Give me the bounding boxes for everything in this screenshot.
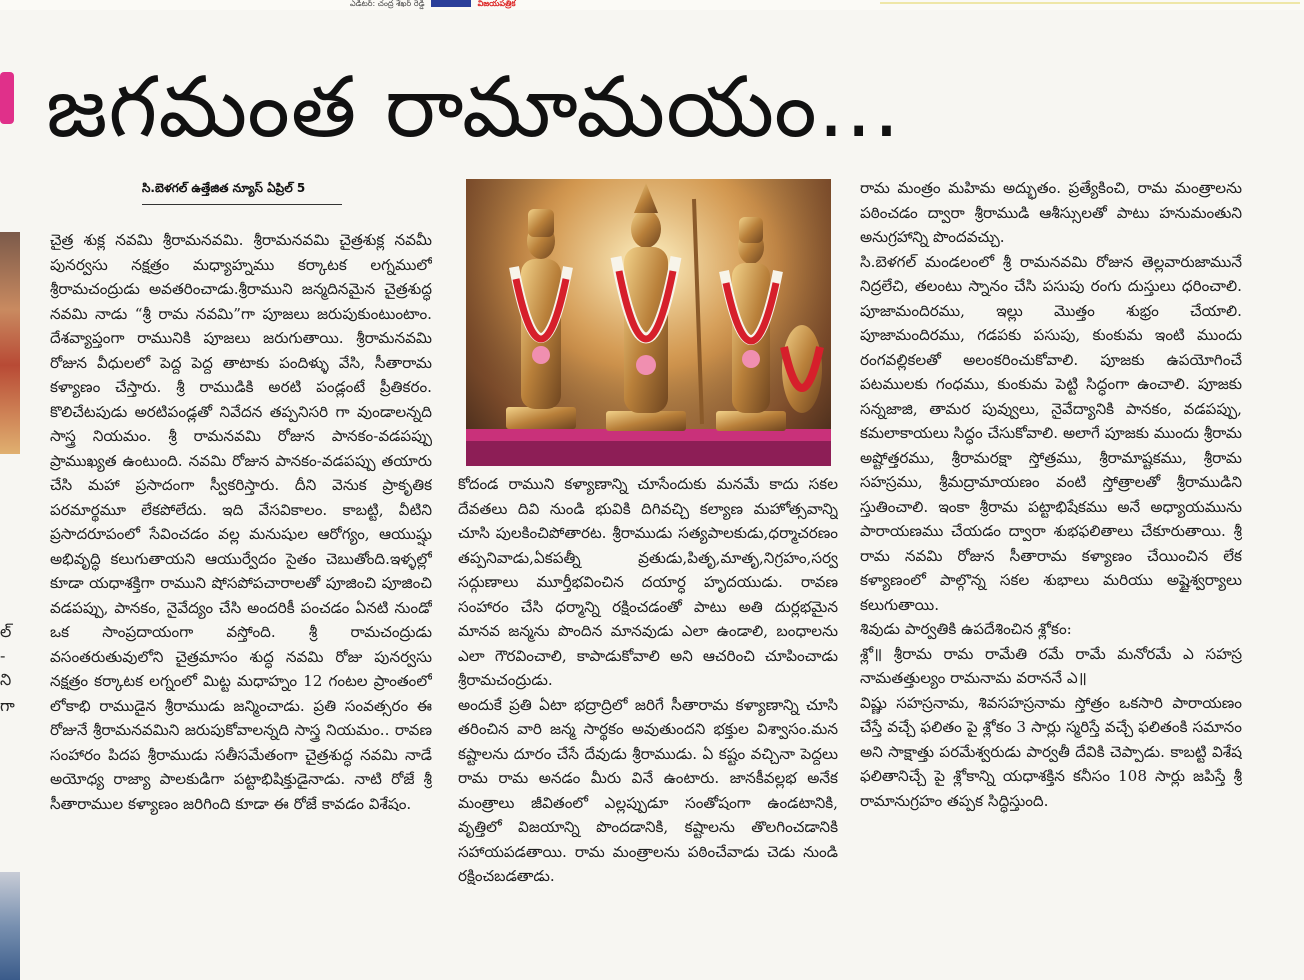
adjacent-column-fragment — [0, 0, 22, 980]
masthead-logo-icon — [431, 0, 471, 7]
masthead-strip — [0, 0, 1304, 10]
adjacent-text-fragment: - — [0, 646, 6, 665]
article-column-1 — [50, 228, 432, 950]
headline: జగమంత రామామయం... — [46, 58, 901, 156]
sloka: శ్లో॥ శ్రీరామ రామ రామేతి రమే రామే మనోరమే ఎ సహస్ర నామతత్తుల్యం రామనామ వరాననే ఎ॥ — [860, 644, 1242, 687]
masthead-divider — [880, 2, 1300, 4]
paragraph: కోదండ రాముని కళ్యాణాన్ని చూసేందుకు మనమే కాదు సకల దేవతలు దివి నుండి భువికి దిగివచ్చి కల్యాణ మహోత్సవాన్ని చూసి పులకించిపోతారట. శ్రీరాముడు సత్యపాలకుడు,ధర్మాచరణం తప్పనివాడు,ఏకపత్నీ వ్రతుడు,పితృ,మాతృ,నిగ్రహం,సర్వ సద్గుణాలు మూర్తీభవించిన దయార్ధ హృదయుడు. రావణ సంహారం చేసి ధర్మాన్ని రక్షించడంతో పాటు అతి దుర్లభమైన మానవ జన్మను పొందిన మానవుడు ఎలా ఉండాలి, బంధాలను ఎలా గౌరవించాలి, కాపాడుకోవాలి అని ఆచరించి చూపించాడు శ్రీరామచంద్రుడు. — [458, 475, 838, 689]
article-column-3 — [860, 176, 1242, 918]
adjacent-text-fragment: గా — [0, 696, 15, 715]
adjacent-photo-fragment-2 — [0, 872, 20, 980]
idols-illustration — [466, 179, 831, 466]
masthead-text: ఎడిటర్: చంద్ర శేఖర్ రెడ్డి — [350, 0, 425, 8]
rama-sita-lakshmana-idols-photo — [466, 179, 831, 466]
paragraph: విష్ణు సహస్రనామ, శివసహస్రనామ స్తోత్రం ఒకసారి పారాయణం చేస్తే వచ్చే ఫలితం పై శ్లోకం 3 సార్లు స్మరిస్తే వచ్చే ఫలితంకి సమానం అని సాక్షాత్తు పరమేశ్వరుడు పార్వతీ దేవికి చెప్పాడు. కాబట్టి విశేష ఫలితానిచ్చే పై శ్లోకాన్ని యధాశక్తిన కనీసం 108 సార్లు జపిస్తే శ్రీ రామానుగ్రహం తప్పక సిద్ధిస్తుంది. — [860, 693, 1242, 810]
article-column-2 — [458, 472, 838, 950]
paragraph: చైత్ర శుక్ల నవమి శ్రీరామనవమి. శ్రీరామనవమి చైత్రశుక్ల నవమీ పునర్వసు నక్షత్రం మధ్యాహ్నము కర్కాటక లగ్నములో శ్రీరామచంద్రుడు అవతరించాడు.శ్రీరాముని జన్మదినమైన చైత్రశుద్ధ నవమి నాడు “శ్రీ రామ నవమి”గా పూజలు జరుపుకుంటుంటాం. దేశవ్యాప్తంగా రామునికి పూజలు జరుగుతాయి. శ్రీరామనవమి రోజున వీధులలో పెద్ద పెద్ద తాటాకు పందిళ్ళు వేసి, సీతారామ కళ్యాణం చేస్తారు. శ్రీ రాముడికి అరటి పండ్లంటే ప్రీతికరం. కొలిచేటపుడు అరటిపండ్లతో నివేదన తప్పనిసరి గా వుండాలన్నది సాస్త్ర నియమం. శ్రీ రామనవమి రోజున పానకం-వడపప్పు ప్రాముఖ్యత ఉంటుంది. నవమి రోజున పానకం-వడపప్పు తయారు చేసి మహా ప్రసాదంగా స్వీకరిస్తారు. దీని వెనుక ప్రాకృతిక పరమార్థమూ లేకపోలేదు. ఇది వేసవికాలం. కాబట్టి, వీటిని ప్రసాదరూపంలో సేవించడం వల్ల మనుషుల ఆరోగ్యం, ఆయుష్షు అభివృద్ధి కలుగుతాయని ఆయుర్వేదం సైతం చెబుతోంది.ఇళ్ళల్లో కూడా యధాశక్తిగా రాముని షోసపోపచారాలతో పూజించి పూజించి వడపప్పు, పానకం, నైవేద్యం చేసి అందరికీ పంచడం ఏనటి నుండో ఒక సాంప్రదాయంగా వస్తోంది. శ్రీ రామచంద్రుడు వసంతరుతువులోని చైత్రమాసం శుద్ధ నవమి రోజు పునర్వసు నక్షత్రం కర్కాటక లగ్నంలో మిట్ట మధాహ్నం 12 గంటల ప్రాంతంలో లోకాభి రాముడైన శ్రీరాముడు జన్మించాడు. ప్రతి సంవత్సరం ఈ రోజునే శ్రీరామనవమిని జరుపుకోవాలన్నది సాస్త్ర నియమం.. రావణ సంహారం పిదప శ్రీరాముడు సతీసమేతంగా చైత్రశుద్ధ నవమి నాడే అయోధ్య రాజ్యా పాలకుడిగా పట్టాభిషిక్తుడైనాడు. నాటి రోజే శ్రీ సీతారాముల కళ్యాణం జరిగింది కూడా ఈ రోజే కావడం విశేషం. — [50, 231, 432, 813]
paragraph: సి.బెళగల్ మండలంలో శ్రీ రామనవమి రోజున తెల్లవారుజామునే నిద్రలేచి, తలంటు స్నానం చేసి పసుపు రంగు దుస్తులు ధరించాలి. పూజామందిరము, ఇల్లు మొత్తం శుభ్రం చేయాలి. పూజామందిరము, గడపకు పసుపు, కుంకుమ ఇంటి ముందు రంగవల్లికలతో అలంకరించుకోవాలి. పూజకు ఉపయోగించే పటములకు గంధము, కుంకుమ పెట్టి సిద్ధంగా ఉంచాలి. పూజకు సన్నజాజి, తామర పువ్వులు, నైవేద్యానికి పానకం, వడపప్పు, కమలాకాయలు సిద్ధం చేసుకోవాలి. అలాగే పూజకు ముందు శ్రీరామ అష్టోత్తరము, శ్రీరామరక్షా స్తోత్రము, శ్రీరామాష్టకము, శ్రీరామ సహస్రము, శ్రీమద్రామాయణం వంటి స్తోత్రాలతో శ్రీరాముడిని స్తుతించాలి. ఇంకా శ్రీరామ పట్టాభిషేకము అనే అధ్యాయమును పారాయణము చేయడం ద్వారా శుభఫలితాలు చేకూరుతాయి. శ్రీ రామ నవమి రోజున సీతారామ కళ్యాణం చేయించిన లేక కళ్యాణంలో పాల్గొన్న సకల శుభాలు మరియు అష్టైశ్వర్యాలు కలుగుతాయి. — [860, 252, 1242, 614]
masthead — [350, 0, 620, 8]
adjacent-text-fragment: ల్ — [0, 622, 12, 641]
adjacent-text-fragment: ని — [0, 670, 12, 689]
byline-underline — [142, 204, 342, 205]
pink-glyph-fragment — [0, 72, 14, 124]
adjacent-photo-fragment — [0, 232, 20, 454]
masthead-brand: విజయపత్రిక — [477, 0, 516, 8]
paragraph: అందుకే ప్రతి ఏటా భద్రాద్రిలో జరిగే సీతారామ కళ్యాణాన్ని చూసి తరించిన వారి జన్మ సార్థకం అవుతుందని భక్తుల విశ్వాసం.మన కష్టాలను దూరం చేసే దేవుడు శ్రీరాముడు. ఏ కష్టం వచ్చినా పెద్దలు రామ రామ అనడం మీరు వినే ఉంటారు. జానకీవల్లభ అనేక మంత్రాలు జీవితంలో ఎల్లప్పుడూ సంతోషంగా ఉండటానికి, వృత్తిలో విజయాన్ని పొందడానికి, కష్టాలను తొలగించడానికి సహాయపడతాయి. రామ మంత్రాలను పఠించేవాడు చెడు నుండి రక్షించబడతాడు. — [458, 695, 838, 885]
byline: సి.బెళగల్ ఉత్తేజిత న్యూస్ ఏప్రిల్ 5 — [142, 181, 306, 195]
paragraph: శివుడు పార్వతికి ఉపదేశించిన శ్లోకం: — [860, 620, 1072, 638]
paragraph: రామ మంత్రం మహిమ అద్భుతం. ప్రత్యేకించి, రామ మంత్రాలను పఠించడం ద్వారా శ్రీరాముడి ఆశీస్సులతో పాటు హనుమంతుని అనుగ్రహాన్ని పొందవచ్చు. — [860, 179, 1242, 246]
